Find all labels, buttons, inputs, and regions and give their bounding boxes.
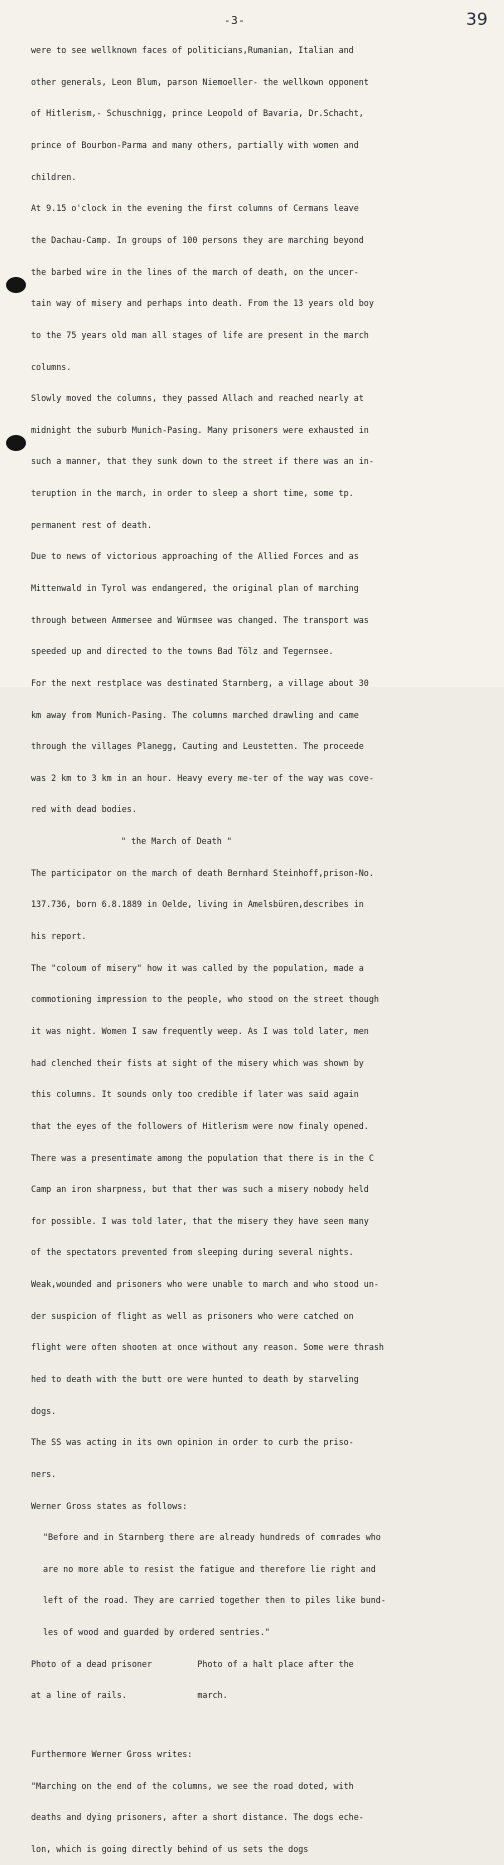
text-line: midnight the suburb Munich-Pasing. Many prisoners were exhausted in [31, 424, 369, 435]
text-line: The participator on the march of death Bernhard Steinhoff,prison-No. [31, 867, 374, 878]
text-line: was 2 km to 3 km in an hour. Heavy every me-ter of the way was cove- [31, 772, 374, 783]
text-line: this columns. It sounds only too credible if later was said again [31, 1089, 359, 1100]
text-line: Slowly moved the columns, they passed Allach and reached nearly at [31, 393, 364, 404]
text-line: for possible. I was told later, that the misery they have seen many [31, 1215, 369, 1226]
photo-caption-line: Photo of a dead prisoner Photo of a halt place after the [31, 1658, 354, 1669]
archive-page-number: 39 [466, 10, 488, 30]
quote-line: "Before and in Starnberg there are already hundreds of comrades who [43, 1532, 381, 1543]
text-line: through between Ammersee and Würmsee was changed. The transport was [31, 614, 369, 625]
text-line: it was night. Women I saw frequently weep. As I was told later, men [31, 1025, 369, 1036]
text-line: Furthermore Werner Gross writes: [31, 1749, 193, 1760]
page-number: -3- [224, 14, 246, 27]
text-line: through the villages Planegg, Cauting and Leustetten. The proceede [31, 741, 364, 752]
text-line: of the spectators prevented from sleeping during several nights. [31, 1247, 354, 1258]
text-line: ners. [31, 1468, 57, 1479]
quote-line: are no more able to resist the fatigue and therefore lie right and [43, 1563, 376, 1574]
text-line: other generals, Leon Blum, parson Niemoeller- the wellkown opponent [31, 76, 369, 87]
text-line: lon, which is going directly behind of us sets the dogs [31, 1844, 309, 1855]
text-line: his report. [31, 931, 87, 942]
quote-line: left of the road. They are carried together then to piles like bund- [43, 1595, 386, 1606]
text-line: For the next restplace was destinated Starnberg, a village about 30 [31, 677, 369, 688]
text-line: tain way of misery and perhaps into death. From the 13 years old boy [31, 298, 374, 309]
text-line: "Marching on the end of the columns, we see the road doted, with [31, 1780, 354, 1791]
paragraph-gap [31, 1722, 497, 1728]
text-line: der suspicion of flight as well as prisoners who were catched on [31, 1310, 354, 1321]
text-line: Camp an iron sharpness, but that ther was such a misery nobody held [31, 1184, 369, 1195]
typewritten-body [31, 24, 497, 1865]
punch-hole [6, 435, 26, 451]
text-line: There was a presentimate among the population that there is in the C [31, 1152, 374, 1163]
text-line: were to see wellknown faces of politicians,Rumanian, Italian and [31, 45, 354, 56]
photo-caption-line: at a line of rails. march. [31, 1690, 228, 1701]
text-line: prince of Bourbon-Parma and many others, partially with women and [31, 140, 359, 151]
text-line: had clenched their fists at sight of the misery which was shown by [31, 1057, 364, 1068]
text-line: 137.736, born 6.8.1889 in Oelde, living in Amelsbüren,describes in [31, 899, 364, 910]
text-line: red with dead bodies. [31, 804, 137, 815]
text-line: km away from Munich-Pasing. The columns marched drawling and came [31, 709, 359, 720]
text-line: Weak,wounded and prisoners who were unable to march and who stood un- [31, 1279, 379, 1290]
text-line: flight were often shooten at once without any reason. Some were thrash [31, 1342, 384, 1353]
text-line: deaths and dying prisoners, after a short distance. The dogs eche- [31, 1812, 364, 1823]
punch-hole [6, 277, 26, 293]
text-line: The SS was acting in its own opinion in order to curb the priso- [31, 1437, 354, 1448]
text-line: teruption in the march, in order to sleep a short time, some tp. [31, 488, 354, 499]
text-line: columns. [31, 361, 72, 372]
text-line: of Hitlerism,- Schuschnigg, prince Leopold of Bavaria, Dr.Schacht, [31, 108, 364, 119]
text-line: At 9.15 o'clock in the evening the first columns of Cermans leave [31, 203, 359, 214]
text-line: that the eyes of the followers of Hitlerism were now finaly opened. [31, 1120, 369, 1131]
text-line: the barbed wire in the lines of the march of death, on the uncer- [31, 266, 359, 277]
text-line: permanent rest of death. [31, 519, 153, 530]
text-line: hed to death with the butt ore were hunted to death by starveling [31, 1374, 359, 1384]
section-heading: " the March of Death " [121, 836, 232, 847]
quote-line: les of wood and guarded by ordered sentries." [43, 1627, 270, 1638]
text-line: dogs. [31, 1405, 57, 1416]
text-line: The "coloum of misery" how it was called by the population, made a [31, 962, 364, 973]
text-line: Mittenwald in Tyrol was endangered, the original plan of marching [31, 582, 359, 593]
text-line: the Dachau-Camp. In groups of 100 persons they are marching beyond [31, 234, 364, 245]
text-line: children. [31, 171, 77, 182]
text-line: Due to news of victorious approaching of the Allied Forces and as [31, 551, 359, 562]
text-line: speeded up and directed to the towns Bad Tölz and Tegernsee. [31, 646, 334, 657]
text-line: such a manner, that they sunk down to the street if there was an in- [31, 456, 374, 467]
text-line: to the 75 years old man all stages of life are present in the march [31, 329, 369, 340]
text-line: Werner Gross states as follows: [31, 1500, 188, 1511]
text-line: commotioning impression to the people, who stood on the street though [31, 994, 379, 1005]
